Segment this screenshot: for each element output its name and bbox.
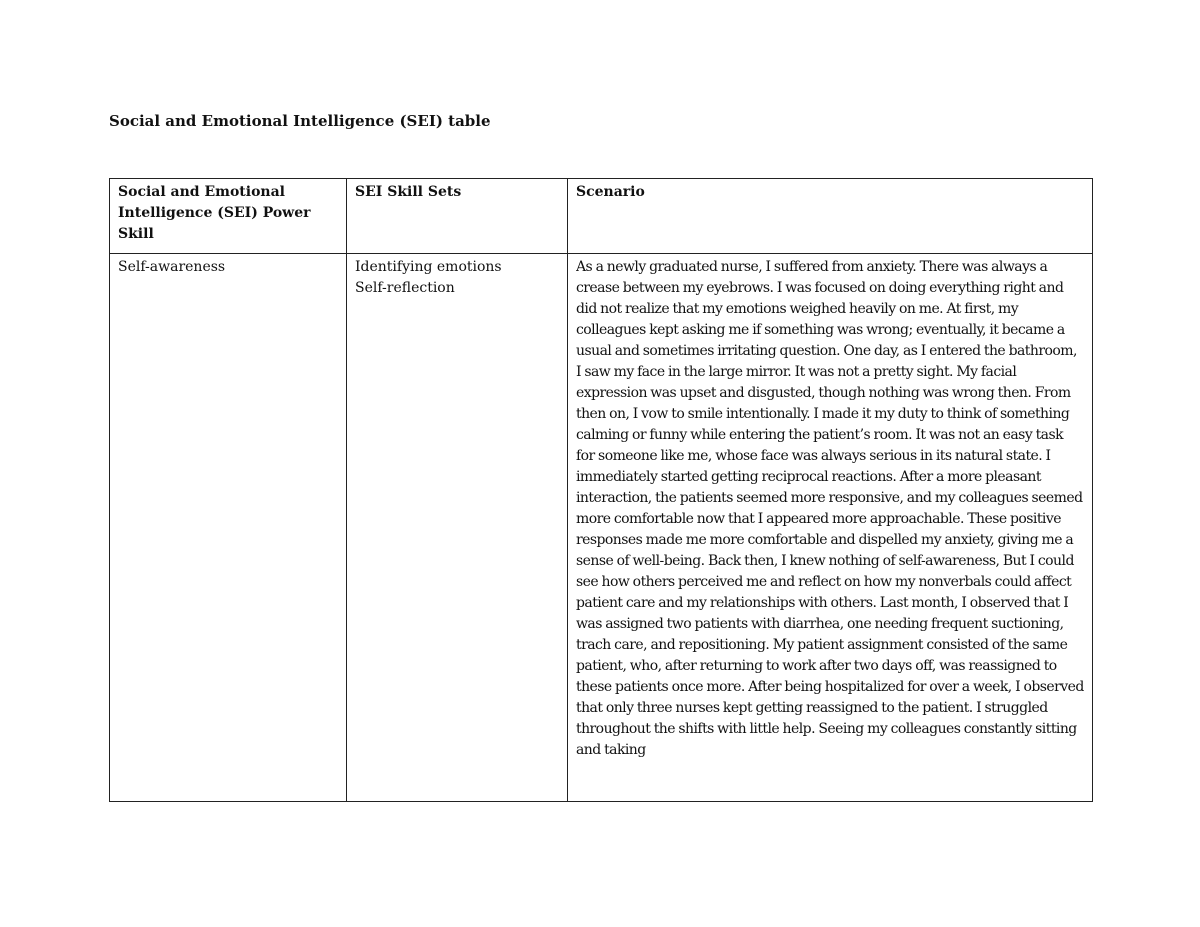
cell-scenario (568, 254, 1093, 802)
cell-power-skill (110, 254, 347, 802)
header-scenario: Scenario (568, 179, 1093, 254)
header-skill-sets: SEI Skill Sets (347, 179, 568, 254)
skill-set-item: Self-reflection (355, 280, 455, 296)
cell-skill-sets (347, 254, 568, 802)
sei-table (109, 178, 1093, 802)
skill-set-item: Identifying emotions (355, 259, 502, 275)
document-title: Social and Emotional Intelligence (SEI) table (109, 112, 491, 130)
power-skill-value: Self-awareness (118, 259, 226, 275)
scenario-text: As a newly graduated nurse, I suffered from anxiety. There was always a crease between my eyebrows. I was focused on doing everything right and did not realize that my emotions weighed heavily on me. At first, my colleagues kept asking me if something was wrong; eventually, it became a usual and sometimes irritating question. One day, as I entered the bathroom, I saw my face in the large mirror. It was not a pretty sight. My facial expression was upset and disgusted, though nothing was wrong then. From then on, I vow to smile intentionally. I made it my duty to think of something calming or funny while entering the patient’s room. It was not an easy task for someone like me, whose face was always serious in its natural state. I immediately started getting reciprocal reactions. After a more pleasant interaction, the patients seemed more responsive, and my colleagues seemed more comfortable now that I appeared more approachable. These positive responses made me more comfortable and dispelled my anxiety, giving me a sense of well-being. Back then, I knew nothing of self-awareness, But I could see how others perceived me and reflect on how my nonverbals could affect patient care and my relationships with others. Last month, I observed that I was assigned two patients with diarrhea, one needing frequent suctioning, trach care, and repositioning. My patient assignment consisted of the same patient, who, after returning to work after two days off, was reassigned to these patients once more. After being hospitalized for over a week, I observed that only three nurses kept getting reassigned to the patient. I struggled throughout the shifts with little help. Seeing my colleagues constantly sitting and taking (576, 259, 1084, 758)
header-power-skill: Social and Emotional Intelligence (SEI) Power Skill (110, 179, 347, 254)
table-row (110, 254, 1093, 802)
table-header-row (110, 179, 1093, 254)
